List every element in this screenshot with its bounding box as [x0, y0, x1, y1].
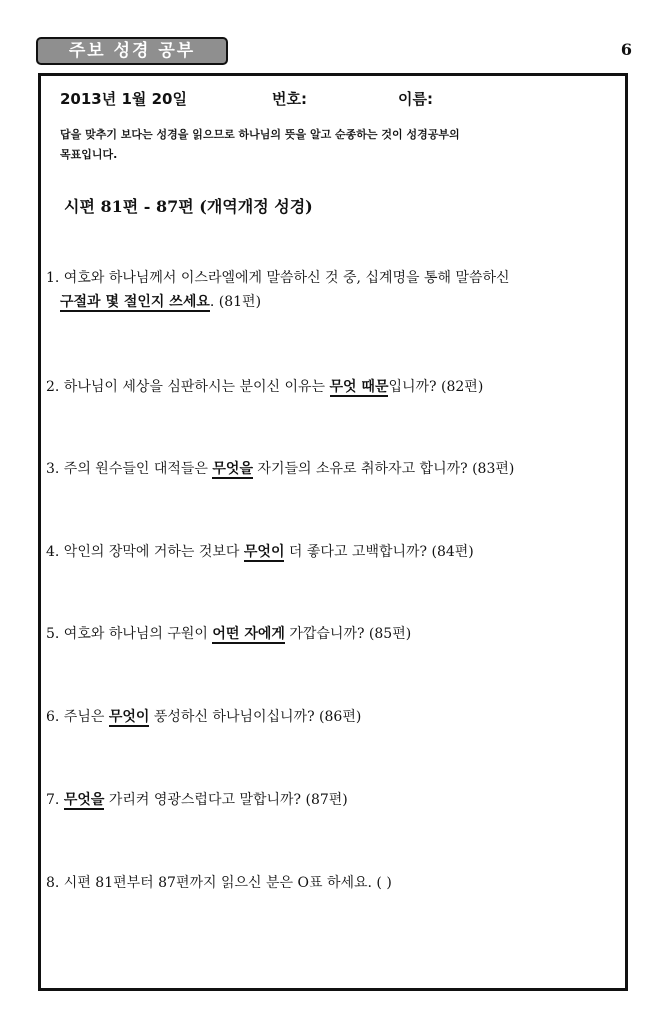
- question-1-prefix: 1. 여호와 하나님께서 이스라엘에게 말씀하신 것 중, 십계명을 통해 말씀하신: [46, 270, 510, 286]
- intro-text: [60, 125, 560, 165]
- question-7-suffix: 가리켜 영광스럽다고 말합니까? (87편): [104, 792, 348, 808]
- question-1: [46, 266, 618, 314]
- section-title-badge: [36, 37, 228, 65]
- question-1-line-2: [46, 290, 618, 314]
- number-label: 번호:: [272, 90, 307, 108]
- question-1-keyword: 구절과 몇 절인지 쓰세요: [60, 294, 210, 310]
- section-title: 주보 성경 공부: [68, 41, 196, 61]
- question-2-keyword: 무엇 때문: [329, 379, 389, 395]
- question-6-suffix: 풍성하신 하나님이십니까? (86편): [149, 709, 362, 725]
- question-3-keyword: 무엇을: [212, 461, 253, 477]
- question-7-prefix: 7.: [46, 792, 64, 808]
- study-title: 시편 81편 - 87편 (개역개정 성경): [64, 197, 313, 216]
- name-label: 이름:: [398, 90, 433, 108]
- question-8-text: 8. 시편 81편부터 87편까지 읽으신 분은 O표 하세요. ( ): [46, 875, 392, 891]
- intro-line-1: 답을 맞추기 보다는 성경을 읽으므로 하나님의 뜻을 알고 순종하는 것이 성경공부의: [60, 128, 460, 141]
- question-5-keyword: 어떤 자에게: [212, 626, 285, 642]
- intro-line-2: 목표입니다.: [60, 148, 118, 161]
- question-8: [46, 871, 618, 895]
- question-2: [46, 375, 618, 399]
- question-2-prefix: 2. 하나님이 세상을 심판하시는 분이신 이유는: [46, 379, 330, 395]
- page-number: 6: [620, 40, 632, 59]
- question-5-suffix: 가깝습니까? (85편): [284, 626, 412, 642]
- question-6-prefix: 6. 주님은: [46, 709, 109, 725]
- question-3-suffix: 자기들의 소유로 취하자고 합니까? (83편): [252, 461, 515, 477]
- question-6-keyword: 무엇이: [108, 709, 150, 725]
- question-1-suffix: . (81편): [209, 294, 262, 310]
- question-4-prefix: 4. 악인의 장막에 거하는 것보다: [46, 544, 244, 560]
- question-5-prefix: 5. 여호와 하나님의 구원이: [46, 626, 213, 642]
- question-7: [46, 788, 618, 812]
- question-4-suffix: 더 좋다고 고백합니까? (84편): [284, 544, 474, 560]
- question-5: [46, 622, 618, 646]
- question-2-suffix: 입니까? (82편): [388, 379, 484, 395]
- question-3: [46, 457, 618, 481]
- question-4-keyword: 무엇이: [243, 544, 285, 560]
- question-4: [46, 540, 618, 564]
- question-7-keyword: 무엇을: [63, 792, 105, 808]
- question-3-prefix: 3. 주의 원수들인 대적들은: [46, 461, 213, 477]
- date-field: 2013년 1월 20일: [60, 90, 187, 108]
- question-6: [46, 705, 618, 729]
